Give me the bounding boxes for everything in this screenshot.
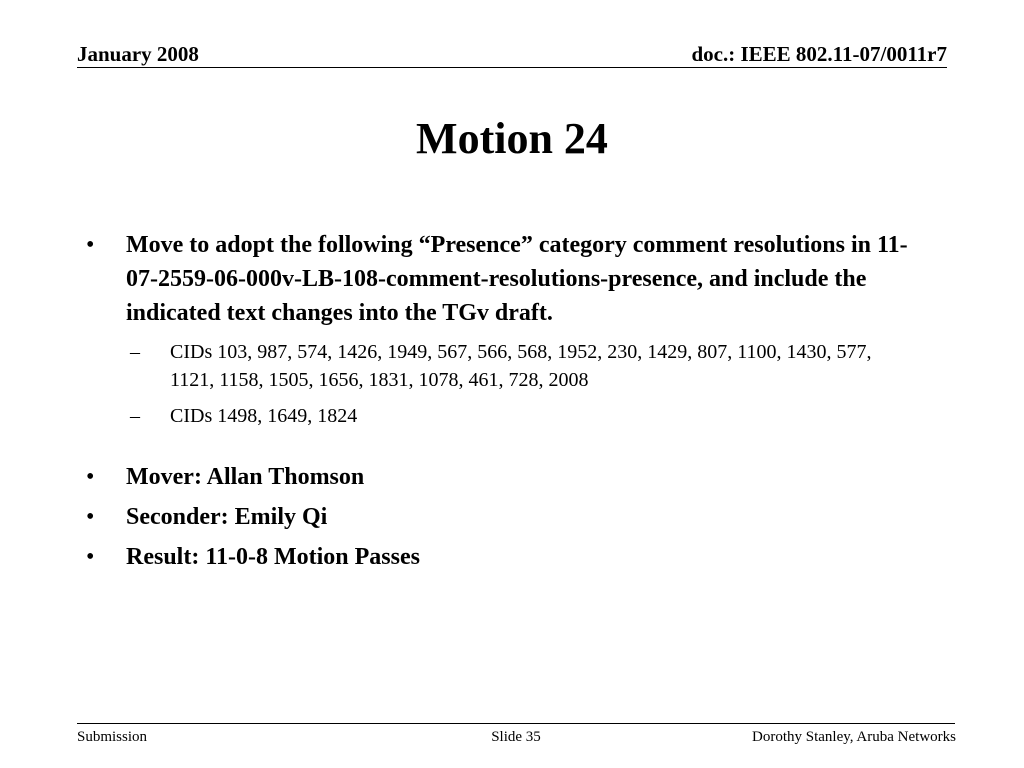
header-divider <box>77 67 947 68</box>
header-date: January 2008 <box>77 42 199 66</box>
sub-bullet-marker: – <box>130 405 140 427</box>
bullet-text: Mover: Allan Thomson <box>126 464 365 490</box>
bullet-text: Move to adopt the following “Presence” category comment resolutions in 11-07-2559-06-000v-LB-108-comment-resolutions-presence, and include the indicated text changes into the TGv draft. <box>126 232 908 326</box>
bullet-item-result <box>86 540 916 574</box>
bullet-text: Seconder: Emily Qi <box>126 504 328 530</box>
sub-bullet-marker: – <box>130 341 140 363</box>
bullet-item-mover <box>86 460 916 494</box>
footer-author: Dorothy Stanley, Aruba Networks <box>752 729 956 745</box>
sub-bullet-text: CIDs 103, 987, 574, 1426, 1949, 567, 566, 568, 1952, 230, 1429, 807, 1100, 1430, 577, 1121, 1158, 1505, 1656, 1831, 1078, 461, 728, 2008 <box>170 341 872 391</box>
sub-bullet-list <box>126 338 916 430</box>
footer-slide-number: Slide 35 <box>491 729 541 745</box>
bullet-marker: • <box>86 232 95 258</box>
slide-title: Motion 24 <box>416 114 608 163</box>
header-doc-id: doc.: IEEE 802.11-07/0011r7 <box>691 42 947 66</box>
footer-divider <box>77 723 955 724</box>
list-spacer <box>86 438 916 460</box>
bullet-marker: • <box>86 544 95 570</box>
sub-bullet-text: CIDs 1498, 1649, 1824 <box>170 405 358 427</box>
bullet-item-seconder <box>86 500 916 534</box>
footer-submission: Submission <box>77 729 148 745</box>
bullet-text: Result: 11-0-8 Motion Passes <box>126 544 420 570</box>
sub-bullet-item <box>126 402 916 430</box>
sub-bullet-item <box>126 338 916 394</box>
bullet-marker: • <box>86 504 95 530</box>
bullet-list <box>86 228 916 580</box>
bullet-marker: • <box>86 464 95 490</box>
bullet-item-motion <box>86 228 916 430</box>
